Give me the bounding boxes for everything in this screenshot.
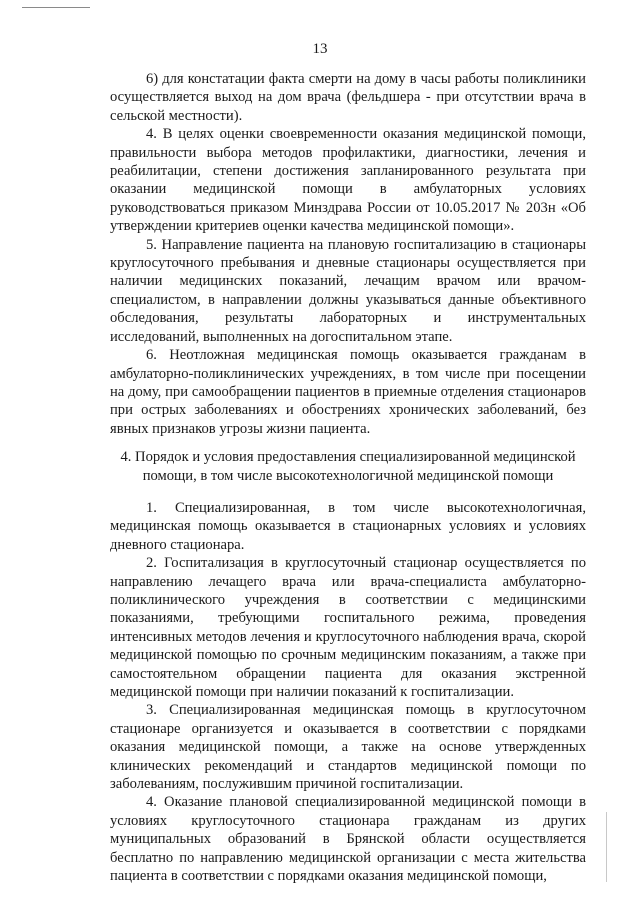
paragraph-death-confirmation: 6) для констатации факта смерти на дому в часы работы поликлиники осуществляется выход на дом врача (фельдшера - при отсутствии врача в сельской местности). (110, 71, 586, 124)
paragraph-urgent-care: 6. Неотложная медицинская помощь оказывается гражданам в амбулаторно-поликлинических учреждениях, в том числе при посещении на дому, при самообращении пациентов в приемные отделения стационаров при острых заболеваниях и обострениях хронических заболеваний, без явных признаков угрозы жизни пациента. (110, 347, 586, 437)
scan-edge-mark (606, 812, 607, 882)
scan-corner-line (22, 7, 90, 8)
paragraph-planned-hospitalization: 5. Направление пациента на плановую госпитализацию в стационары круглосуточного пребывания и дневные стационары осуществляется при наличии медицинских показаний, лечащим врачом или врачом-специалистом, в направлении должны указываться данные объективного обследования, результаты лабораторных и инструментальных исследований, выполненных на догоспитальном этапе. (110, 236, 586, 345)
page-number: 13 (312, 41, 328, 57)
paragraph-care-organization: 3. Специализированная медицинская помощь в круглосуточном стационаре организуется и оказывается в соответствии с порядками оказания медицинской помощи, а также на основе утвержденных клинических рекомендаций и стандартов медицинской помощи по заболеваниям, послужившим причиной госпитализации. (110, 702, 586, 793)
document-body (110, 70, 586, 885)
section-heading: 4. Порядок и условия предоставления специализированной медицинской помощи, в том числе высокотехнологичной медицинской помощи (120, 449, 576, 484)
paragraph-specialized-care: 1. Специализированная, в том числе высокотехнологичная, медицинская помощь оказывается в стационарных условиях и условиях дневного стационара. (110, 499, 586, 553)
paragraph-quality-assessment: 4. В целях оценки своевременности оказания медицинской помощи, правильности выбора методов профилактики, диагностики, лечения и реабилитации, степени достижения запланированного результата при оказании медицинской помощи в амбулаторных условиях руководствоваться приказом Минздрава России от 10.05.2017 № 203н «Об утверждении критериев оценки качества медицинской помощи». (110, 126, 586, 235)
paragraph-other-municipalities: 4. Оказание плановой специализированной медицинской помощи в условиях круглосуточного стационара гражданам из других муниципальных образований в Брянской области осуществляется бесплатно по направлению медицинской организации с места жительства пациента в соответствии с порядками оказания медицинской помощи, (110, 794, 586, 885)
paragraph-hospitalization-referral: 2. Госпитализация в круглосуточный стационар осуществляется по направлению лечащего врача или врача-специалиста амбулаторно-поликлинического учреждения в соответствии с медицинскими показаниями, требующими госпитального режима, проведения интенсивных методов лечения и круглосуточного наблюдения врача, скорой медицинской помощью по срочным медицинским показаниям, а также при самостоятельном обращении пациента для оказания экстренной медицинской помощи при наличии показаний к госпитализации. (110, 555, 586, 700)
